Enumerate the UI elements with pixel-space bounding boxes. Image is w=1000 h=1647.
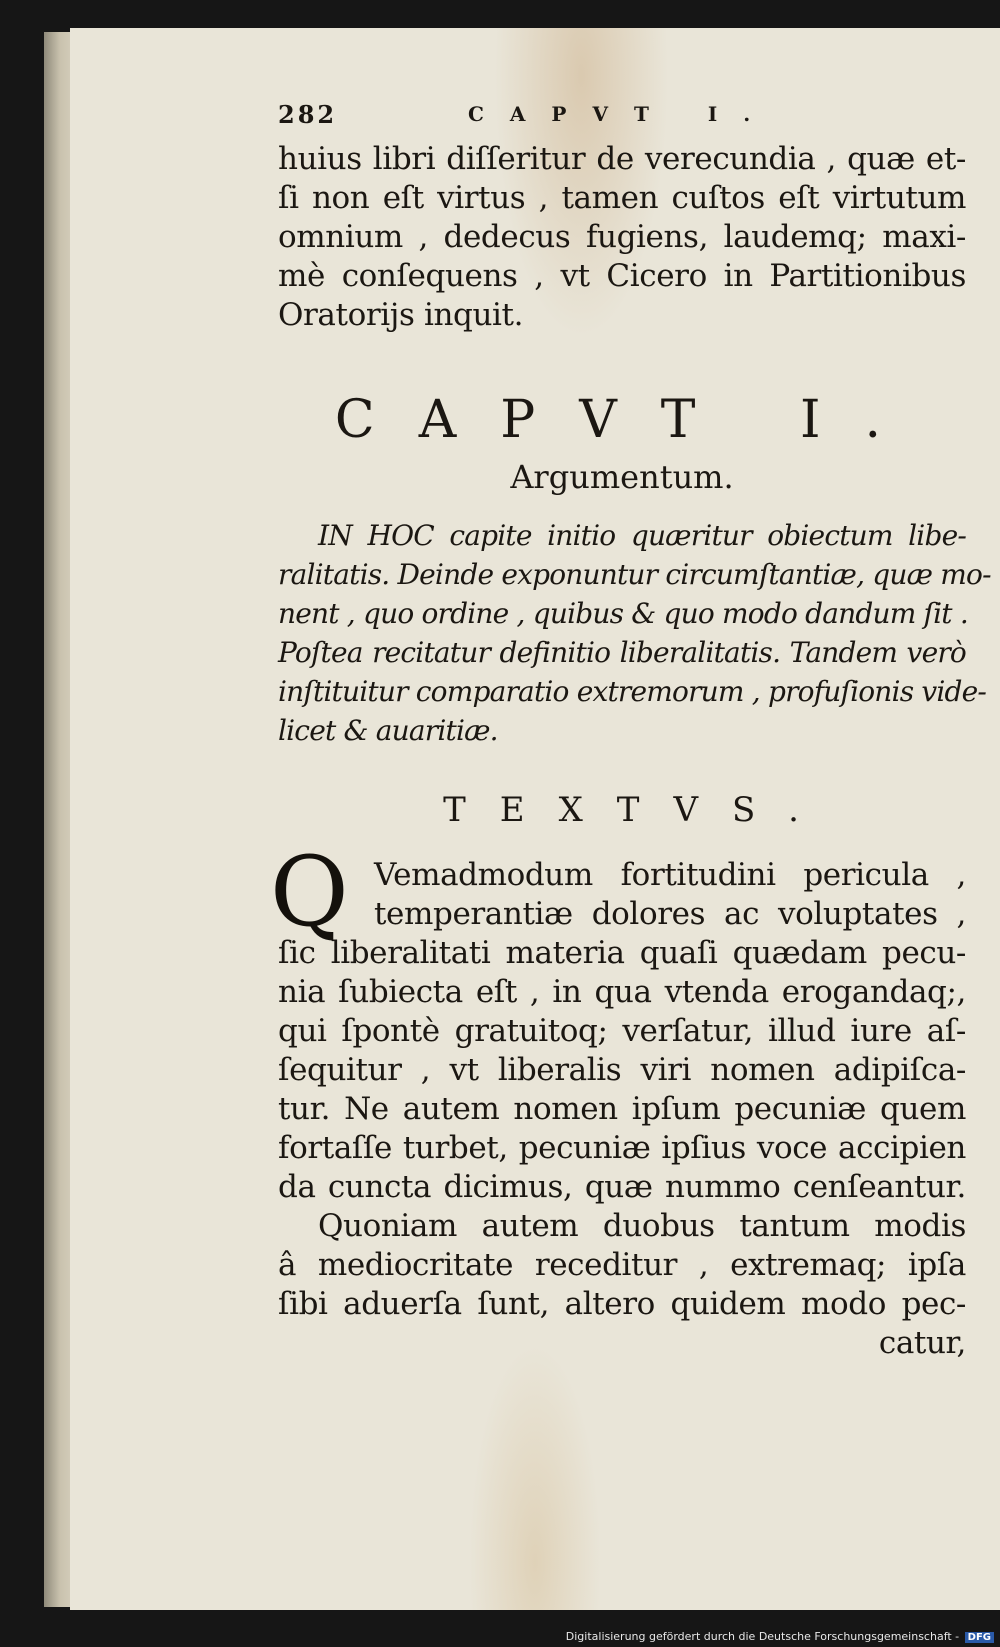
text-line: nia ſubiecta eſt , in qua vtenda erogandaq;, <box>278 974 966 1010</box>
text-line: qui ſpontè gratuitoq; verſatur, illud iure aſ- <box>278 1013 966 1049</box>
dfg-logo: DFG <box>965 1632 994 1643</box>
text-line: Vemadmodum fortitudini pericula , <box>374 857 966 893</box>
textus-heading: TEXTVS. <box>443 790 833 830</box>
text-line: temperantiæ dolores ac voluptates , <box>374 896 966 932</box>
text-line: da cuncta dicimus, quæ nummo cenſeantur. <box>278 1169 966 1205</box>
text-line: ſequitur , vt liberalis viri nomen adipiſca- <box>278 1052 966 1088</box>
chapter-heading: CAPVT I. <box>334 390 926 450</box>
text-line: fortaſſe turbet, pecuniæ ipſius voce accipien <box>278 1130 966 1166</box>
catchword: catur, <box>878 1325 966 1361</box>
text-line: Oratorijs inquit. <box>278 297 524 333</box>
text-line: mè conſequens , vt Cicero in Partitionibus <box>278 258 966 294</box>
text-line: â mediocritate receditur , extremaq; ipſa <box>278 1247 966 1283</box>
text-line: huius libri diſſeritur de verecundia , quæ et- <box>278 141 966 177</box>
credit-text: Digitalisierung gefördert durch die Deutsche Forschungsgemeinschaft - <box>565 1630 960 1643</box>
text-line: ſi non eſt virtus , tamen cuſtos eſt virtutum <box>278 180 966 216</box>
text-line: ralitatis. Deinde exponuntur circumſtantiæ, quæ mo- <box>278 558 991 591</box>
text-line: nent , quo ordine , quibus & quo modo dandum ſit . <box>278 597 968 630</box>
argument-paragraph <box>278 516 991 750</box>
text-line: inſtituitur comparatio extremorum , profuſionis vide- <box>278 675 987 708</box>
text-line: IN HOC capite initio quæritur obiectum libe- <box>318 519 966 552</box>
drop-cap: Q <box>270 836 349 948</box>
text-line: omnium , dedecus fugiens, laudemq; maxi- <box>278 219 966 255</box>
text-line: Poſtea recitatur definitio liberalitatis. Tandem verò <box>278 636 966 669</box>
text-line: ſic liberalitati materia quaſi quædam pecu- <box>278 935 966 971</box>
text-line: Quoniam autem duobus tantum modis <box>318 1208 966 1244</box>
running-title: CAPVT I. <box>468 102 777 126</box>
argument-title: Argumentum. <box>510 458 734 496</box>
textus-paragraph <box>270 836 966 1363</box>
text-line: tur. Ne autem nomen ipſum pecuniæ quem <box>278 1091 966 1127</box>
page-number: 282 <box>278 100 338 129</box>
text-line: ſibi aduerſa ſunt, altero quidem modo pec- <box>278 1286 966 1322</box>
text-line: licet & auaritiæ. <box>278 714 498 747</box>
intro-paragraph <box>278 140 966 335</box>
page-header <box>278 100 966 140</box>
digitization-credit <box>566 1630 994 1643</box>
